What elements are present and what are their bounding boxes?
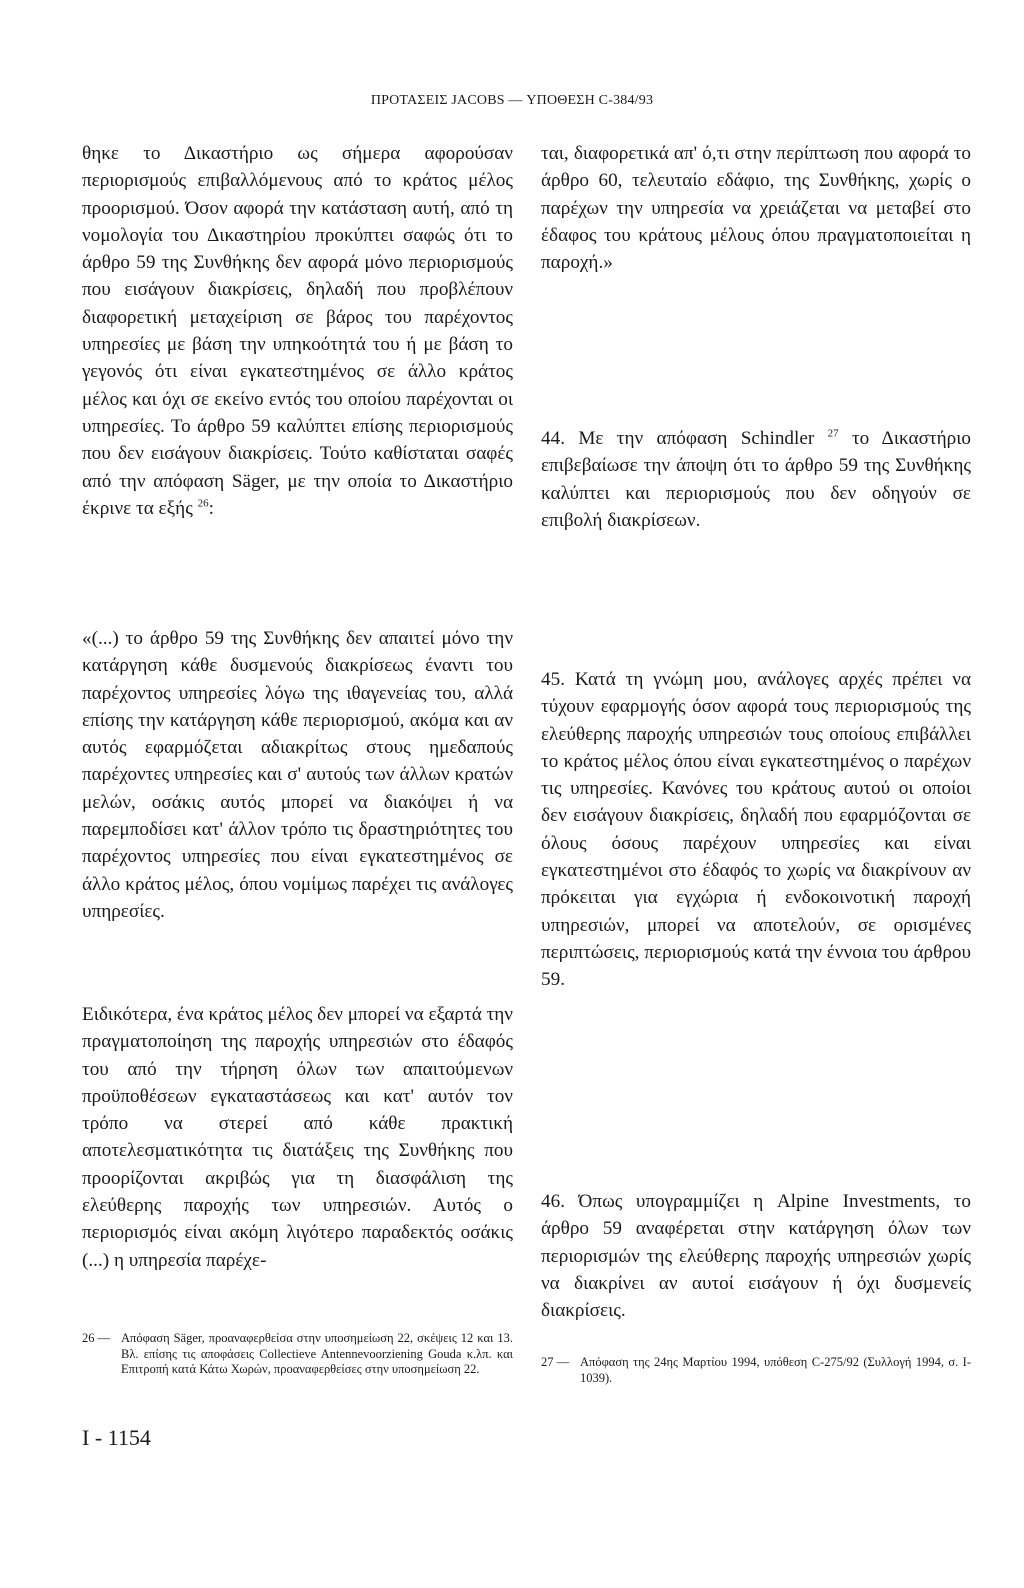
right-paragraph-text: ται, διαφορετικά απ' ό,τι στην περίπτωση που αφορά το άρθρο 60, τελευταίο εδάφιο, της Συνθήκης, χωρίς ο παρέχων την υπηρεσία να χρειάζεται να μεταβεί στο έδαφος του κράτους μέλους όπου πραγματοποιείται η παροχή.» [541,143,971,274]
left-paragraph-end: : [208,497,214,519]
footnote-27-number: 27 — [541,1355,570,1369]
footnote-ref-27: 27 [827,427,839,440]
paragraph-45 [541,666,971,994]
left-paragraph-2-text: Ειδικότερα, ένα κράτος μέλος δεν μπορεί να εξαρτά την πραγματοποίηση της παροχής υπηρεσιών στο έδαφός του από την τήρηση όλων των απαιτούμενων προϋποθέσεων εγκαταστάσεως και κατ' αυτόν τον τρόπο να στερεί από κάθε πρακτική αποτελεσματικότητα τις διατάξεις της Συνθήκης που προορίζονται ακριβώς για τη διασφάλιση της ελεύθερης παροχής των υπηρεσιών. Αυτός ο περιορισμός είναι ακόμη λιγότερο παραδεκτός οσάκις (...) η υπηρεσία παρέχε- [82,1004,513,1271]
left-paragraph-continued [82,140,513,522]
paragraph-46 [541,1188,971,1324]
paragraph-44-start: 44. Με την απόφαση Schindler [541,428,815,449]
left-paragraph-2 [82,1001,513,1274]
paragraph-44-end: το Δικαστήριο επιβεβαίωσε την άποψη ότι το άρθρο 59 της Συνθήκης καλύπτει και περιορισμούς που δεν οδηγούν σε επιβολή διακρίσεων. [541,428,972,531]
paragraph-46-text: 46. Όπως υπογραμμίζει η Alpine Investments, το άρθρο 59 αναφέρεται στην κατάργηση όλων των περιορισμών της ελεύθερης παροχής υπηρεσιών χωρίς να διακρίνει αν αυτοί εισάγουν ή όχι δυσμενείς διακρίσεις. [541,1191,971,1322]
footnote-27-text: Απόφαση της 24ης Μαρτίου 1994, υπόθεση C-275/92 (Συλλογή 1994, σ. I-1039). [580,1355,971,1385]
paragraph-44 [541,425,971,534]
paragraph-45-text: 45. Κατά τη γνώμη μου, ανάλογες αρχές πρέπει να τύχουν εφαρμογής όσον αφορά τους περιορισμούς της ελεύθερης παροχής υπηρεσιών τους οποίους επιβάλλει το κράτος μέλος όπου είναι εγκατεστημένος ο παρέχων τις υπηρεσίες. Κανόνες του κράτους αυτού οι οποίοι δεν εισάγουν διακρίσεις, δηλαδή που εφαρμόζονται σε όλους όσους παρέχουν υπηρεσίες και είναι εγκατεστημένοι στο έδαφός το χωρίς να διακρίνουν αν πρόκειται για εγχώρια ή ενδοκοινοτική παροχή υπηρεσιών, μπορεί να αποτελούν, σε ορισμένες περιπτώσεις, περιορισμούς κατά την έννοια του άρθρου 59. [541,669,971,991]
page-number: I - 1154 [82,1425,151,1450]
footnote-ref-26: 26 [197,497,209,510]
footnote-26-number: 26 — [82,1331,111,1345]
right-paragraph-continued [541,140,971,276]
quotation-text: «(...) το άρθρο 59 της Συνθήκης δεν απαιτεί μόνο την κατάργηση κάθε δυσμενούς διακρίσεως έναντι του παρέχοντος υπηρεσίες λόγω της ιθαγενείας του, αλλά επίσης την κατάργηση κάθε περιορισμού, ακόμα και αν αυτός εφαρμόζεται αδιακρίτως στους ημεδαπούς παρέχοντες υπηρεσίες και σ' αυτούς των άλλων κρατών μελών, οσάκις αυτός μπορεί να διακόψει ή να παρεμποδίσει κατ' άλλον τρόπο τις δραστηριότητες του παρέχοντος υπηρεσίες που είναι εγκατεστημένος σε άλλο κράτος μέλος, όπου νομίμως παρέχει τις ανάλογες υπηρεσίες. [82,628,513,922]
running-header: ΠΡΟΤΑΣΕΙΣ JACOBS — ΥΠΟΘΕΣΗ C-384/93 [370,93,654,108]
footnote-27 [541,1355,971,1386]
left-paragraph-text: θηκε το Δικαστήριο ως σήμερα αφορούσαν περιορισμούς επιβαλλόμενους από το κράτος μέλος προορισμού. Όσον αφορά την κατάσταση αυτή, από τη νομολογία του Δικαστηρίου προκύπτει σαφώς ότι το άρθρο 59 της Συνθήκης δεν αφορά μόνο περιορισμούς που εισάγουν διακρίσεις, δηλαδή που προβλέπουν διαφορετική μεταχείριση σε βάρος του παρέχοντος υπηρεσίες με βάση την υπηκοότητά του ή με βάση το γεγονός ότι είναι εγκατεστημένος σε άλλο κράτος μέλος και όχι σε εκείνο εντός του οποίου παρέχονται οι υπηρεσίες. Το άρθρο 59 καλύπτει επίσης περιορισμούς που δεν εισάγουν διακρίσεις. Τούτο καθίσταται σαφές από την απόφαση Säger, με την οποία το Δικαστήριο έκρινε τα εξής [82,143,513,519]
footnote-26-text: Απόφαση Säger, προαναφερθείσα στην υποσημείωση 22, σκέψεις 12 και 13. Βλ. επίσης τις αποφάσεις Collectieve Antennevoorziening Gouda κ.λπ. και Επιτροπή κατά Κάτω Χωρών, προαναφερθείσες στην υποσημείωση 22. [121,1331,513,1376]
quotation-block [82,625,513,925]
footnote-26 [82,1331,513,1378]
